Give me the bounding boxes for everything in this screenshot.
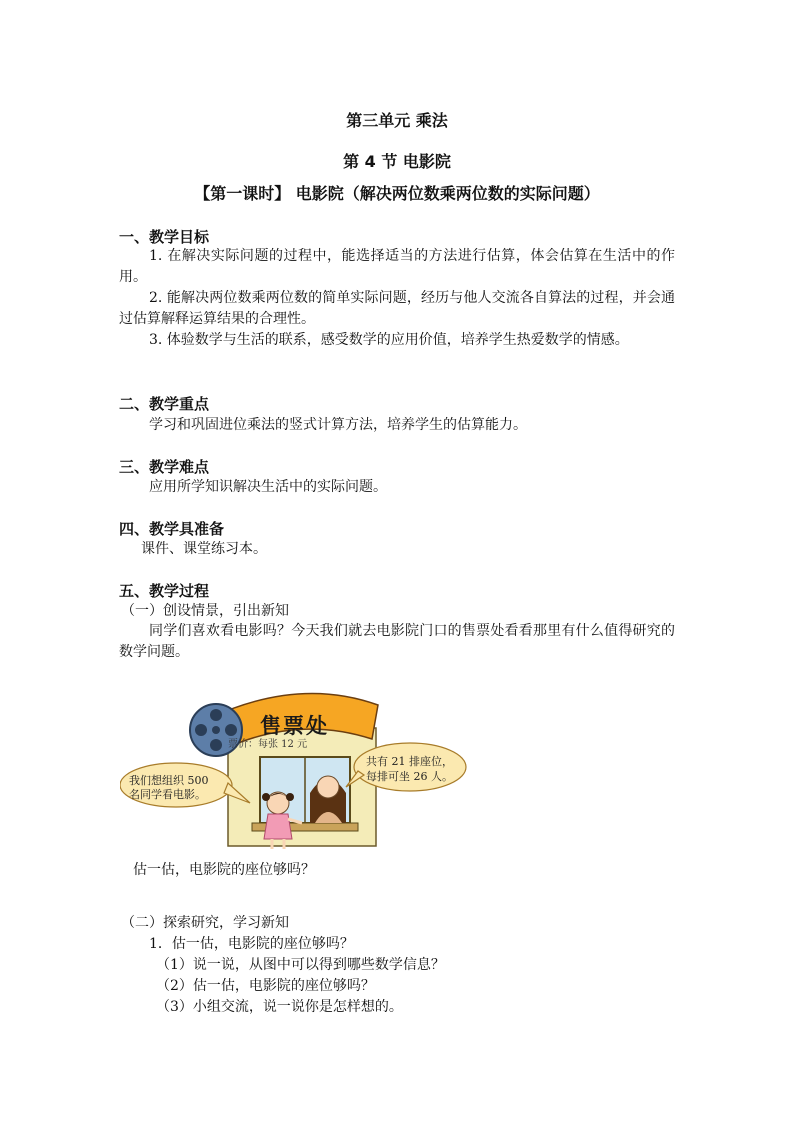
left-bubble-line1: 我们想组织 500 xyxy=(129,774,209,787)
key-points-text: 学习和巩固进位乘法的竖式计算方法，培养学生的估算能力。 xyxy=(149,417,527,433)
lesson-title: 【第一课时】 电影院（解决两位数乘两位数的实际问题） xyxy=(194,184,600,203)
left-bubble-line2: 名同学看电影。 xyxy=(129,788,206,801)
part2-title: （二）探索研究，学习新知 xyxy=(121,915,289,931)
illustration-caption: 估一估，电影院的座位够吗？ xyxy=(133,862,315,878)
goals-heading: 一、教学目标 xyxy=(119,228,210,246)
ticket-price: 票价：每张 12 元 xyxy=(228,739,308,750)
right-bubble-line1: 共有 21 排座位， xyxy=(366,755,453,768)
unit-title: 第三单元 乘法 xyxy=(346,111,448,130)
part1-title: （一）创设情景，引出新知 xyxy=(121,603,289,619)
goal-item-1: 1. 在解决实际问题的过程中，能选择适当的方法进行估算，体会估算在生活中的作用。 xyxy=(119,248,675,285)
question-1-sub-3: （3）小组交流，说一说你是怎样想的。 xyxy=(156,999,403,1015)
key-points-heading: 二、教学重点 xyxy=(119,395,210,413)
goal-item-2: 2. 能解决两位数乘两位数的简单实际问题，经历与他人交流各自算法的过程，并会通过估算解释运算结果的合理性。 xyxy=(119,290,675,327)
difficulties-heading: 三、教学难点 xyxy=(119,458,210,476)
ticket-office-illustration xyxy=(120,683,480,857)
question-1-sub-1: （1）说一说，从图中可以得到哪些数学信息？ xyxy=(156,957,445,973)
question-1: 1．估一估，电影院的座位够吗？ xyxy=(149,936,354,952)
difficulties-text: 应用所学知识解决生活中的实际问题。 xyxy=(149,479,387,495)
process-heading: 五、教学过程 xyxy=(119,582,210,600)
right-bubble-line2: 每排可坐 26 人。 xyxy=(366,770,453,783)
section-title: 第 4 节 电影院 xyxy=(343,152,451,171)
goal-item-3: 3. 体验数学与生活的联系，感受数学的应用价值，培养学生热爱数学的情感。 xyxy=(149,332,629,348)
part1-text: 同学们喜欢看电影吗？今天我们就去电影院门口的售票处看看那里有什么值得研究的数学问题。 xyxy=(119,623,675,660)
ticket-office-sign: 售票处 xyxy=(260,714,329,738)
question-1-sub-2: （2）估一估，电影院的座位够吗？ xyxy=(156,978,375,994)
materials-text: 课件、课堂练习本。 xyxy=(141,541,267,557)
materials-heading: 四、教学具准备 xyxy=(119,520,225,538)
